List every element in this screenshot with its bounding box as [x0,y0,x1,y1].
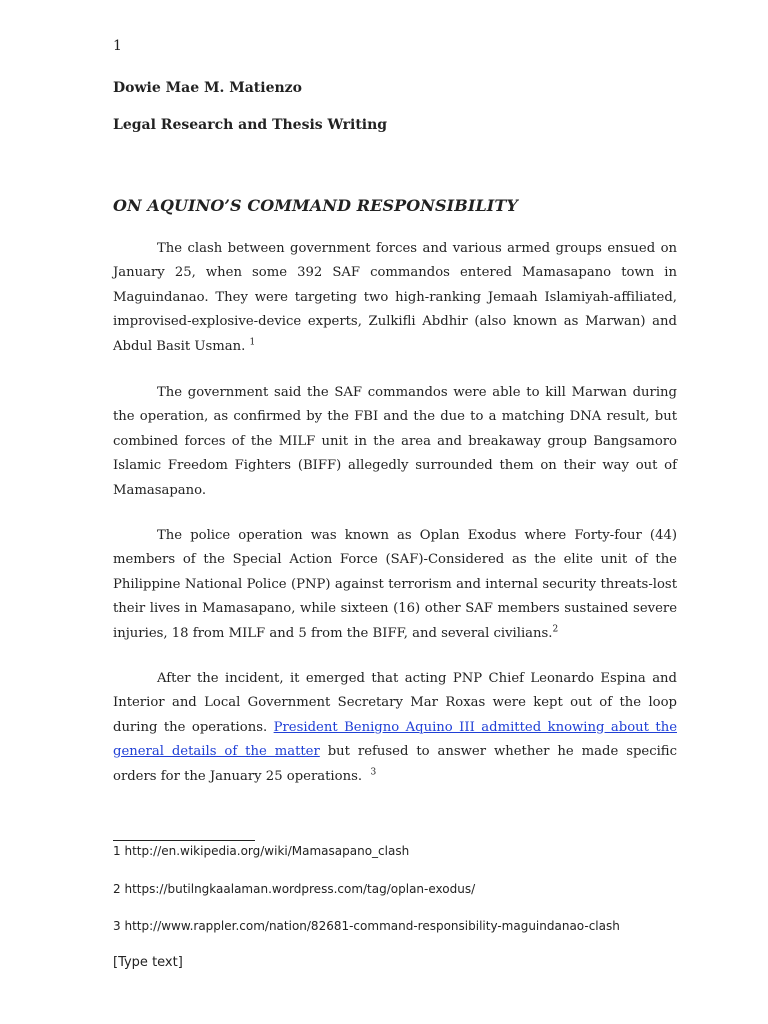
page-number: 1 [113,38,122,54]
footnote-url[interactable]: http://en.wikipedia.org/wiki/Mamasapano_clash [124,844,410,858]
footnote-url[interactable]: http://www.rappler.com/nation/82681-command-responsibility-maguindanao-clash [124,919,620,933]
footnote-number: 1 [113,844,121,858]
document-title: ON AQUINO’S COMMAND RESPONSIBILITY [113,196,518,215]
course-name: Legal Research and Thesis Writing [113,117,388,133]
paragraph-4 [113,667,677,789]
footnote-ref-1[interactable]: 1 [249,337,256,348]
author-name: Dowie Mae M. Matienzo [113,80,302,96]
footnote-3 [113,918,693,934]
paragraph-text: The government said the SAF commandos were able to kill Marwan during the operation, as confirmed by the FBI and the due to a matching DNA result, but combined forces of the MILF unit in the area and breakaway group Bangsamoro Islamic Freedom Fighters (BIFF) allegedly surrounded them on their way out of Mamasapano. [113,385,677,498]
footnote-number: 3 [113,919,121,933]
paragraph-text: The clash between government forces and various armed groups ensued on January 25, when some 392 SAF commandos entered Mamasapano town in Maguindanao. They were targeting two high-ranking Jemaah Islamiyah-affiliated, improvised-explosive-device experts, Zulkifli Abdhir (also known as Marwan) and Abdul Basit Usman. [113,241,677,354]
aquino-details-link[interactable]: President Benigno Aquino III admitted knowing about the general details of the matter [113,719,677,760]
paragraph-1 [113,237,677,359]
paragraph-3 [113,524,677,646]
paragraph-text: After the incident, it emerged that acting PNP Chief Leonardo Espina and Interior and Local Government Secretary Mar Roxas were kept out of the loop during the operations. [113,671,677,735]
footnote-1 [113,843,693,859]
footnote-separator [113,840,255,841]
paragraph-text: but refused to answer whether he made specific orders for the January 25 operations. [113,744,677,784]
paragraph-2 [113,381,677,503]
paragraph-text: The police operation was known as Oplan Exodus where Forty-four (44) members of the Special Action Force (SAF)-Considered as the elite unit of the Philippine National Police (PNP) against terrorism and internal security threats-lost their lives in Mamasapano, while sixteen (16) other SAF members sustained severe injuries, 18 from MILF and 5 from the BIFF, and several civilians. [113,528,677,641]
footnote-number: 2 [113,882,121,896]
footnote-2 [113,881,693,897]
footnote-ref-2[interactable]: 2 [552,624,559,635]
footnote-url[interactable]: https://butilngkaalaman.wordpress.com/tag/oplan-exodus/ [124,882,476,896]
page-footer: [Type text] [113,955,183,970]
footnote-ref-3[interactable]: 3 [370,767,377,778]
